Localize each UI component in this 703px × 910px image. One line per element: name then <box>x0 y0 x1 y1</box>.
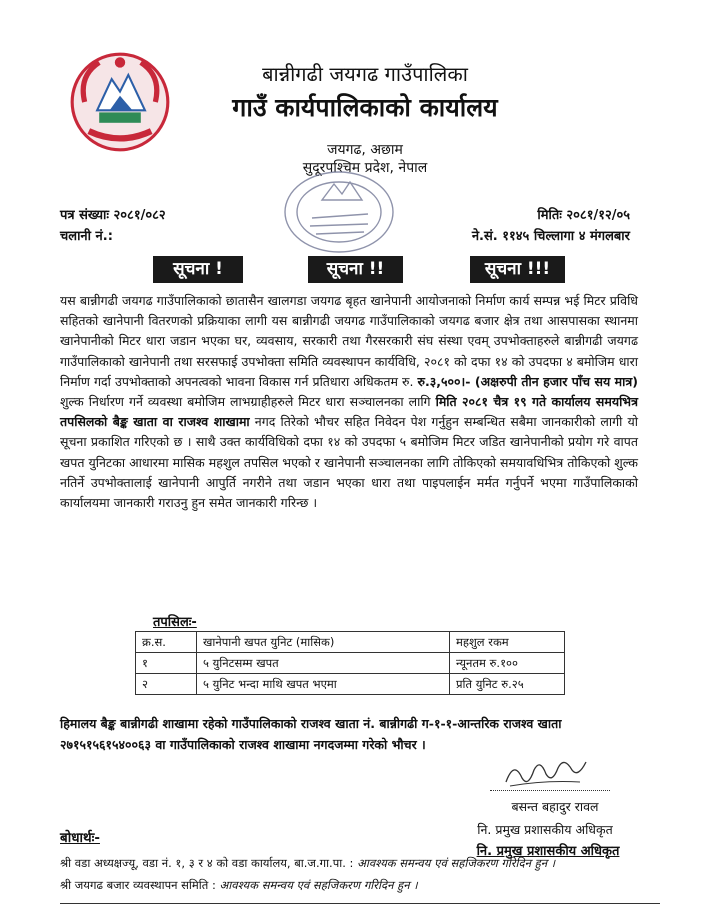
notice-body <box>60 291 638 513</box>
cc-recipient-1-note: आवश्यक समन्वय एवं सहजिकरण गरिदिन हुन । <box>357 856 556 870</box>
fee-amount: रु.३,५००।- (अक्षरुपी तीन हजार पाँच सय मात्र) <box>417 373 638 389</box>
fee-schedule-table <box>135 631 565 695</box>
cc-label: बोधार्थः- <box>60 830 100 846</box>
office-name: बान्नीगढी जयगढ गाउँपालिका <box>262 62 468 86</box>
body-part-1: यस बान्नीगढी जयगढ गाउँपालिकाको छातासैन खालगडा जयगढ बृहत खानेपानी आयोजनाको निर्माण कार्य सम्पन्न भई मिटर प्रविधि सहितको खानेपानी वितरणको प्रक्रियाका लागी यस बान्नीगढी जयगढ गाउँपालिकाको जयगढ बजार क्षेत्र तथा आसपासका स्थानमा खानेपानीको मिटर धारा जडान भएका घर, व्यवसाय, सरकारी तथा गैरसरकारी संघ संस्था एवम् उपभोक्ताहरुले बान्नीगढी जयगढ गाउँपालिकाको खानेपानी तथा सरसफाई उपभोक्ता समिति व्यवस्थापन कार्यविधि, २०८१ को दफा १४ को उपदफा ४ बमोजिम धारा निर्माण गर्दा उपभोक्ताको अपनत्वको भावना विकास गर्न प्रतिधारा अधिकतम रु. <box>60 293 638 389</box>
notice-badge-2: सूचना !! <box>308 256 403 283</box>
dispatch-number: चलानी नं.: <box>60 229 113 244</box>
signature-line <box>490 790 610 791</box>
handwritten-signature <box>500 752 590 792</box>
issue-date: मितिः २०८१/१२/०५ <box>537 208 630 223</box>
payment-deadline: मिति २०८१ चैत्र १९ गते कार्यालय समयभित्र तपसिलको बैङ्क खाता वा राजश्व शाखामा <box>60 394 638 430</box>
notice-badge-1: सूचना ! <box>153 256 243 283</box>
cell-serial: २ <box>136 674 197 695</box>
col-serial: क्र.स. <box>136 632 197 653</box>
notice-badge-3: सूचना !!! <box>470 256 565 283</box>
footer-divider <box>60 903 660 904</box>
table-row <box>136 674 565 695</box>
cc-recipient-1 <box>60 856 555 871</box>
table-header-row <box>136 632 565 653</box>
table-row <box>136 653 565 674</box>
cell-fee: न्यूनतम रु.१०० <box>450 653 565 674</box>
office-seal-stamp <box>282 170 397 254</box>
col-fee: महशुल रकम <box>450 632 565 653</box>
nepal-samvat-date: ने.सं. ११४५ चिल्लागा ४ मंगलबार <box>471 229 630 244</box>
office-title: गाउँ कार्यपालिकाको कार्यालय <box>232 93 498 122</box>
body-part-3: नगद तिरेको भौचर सहित निवेदन पेश गर्नुहुन सम्बन्धित सबैमा जानकारीको लागी यो सूचना प्रकाशित गरिएको छ । साथै उक्त कार्यविधिको दफा १४ को उपदफा ५ बमोजिम मिटर जडित खानेपानीको प्रयोग गरे वापत खपत युनिटका आधारमा मासिक महशुल तपसिल भएको र खानेपानी सञ्चालनका लागि तोकिएको समयावधिभित्र तोकिएको शुल्क नतिर्ने उपभोक्तालाई खानेपानी आपुर्ति नगरीने तथा जडान भएका धारा तथा पाइपलाईन मर्मत गर्नुपर्ने भएमा गाउँपालिकाको कार्यालयमा जानकारी गराउनु हुन समेत जानकारी गरिन्छ । <box>60 414 638 511</box>
signer-title-stamp: नि. प्रमुख प्रशासकीय अधिकृत <box>476 844 620 859</box>
signer-name: बसन्त बहादुर रावल <box>511 799 599 814</box>
nepal-government-emblem <box>68 50 172 154</box>
cc-recipient-2-name: श्री जयगढ बजार व्यवस्थापन समिति : <box>60 878 220 892</box>
cc-recipient-2-note: आवश्यक समन्वय एवं सहजिकरण गरिदिन हुन । <box>219 878 418 892</box>
body-part-2: शुल्क निर्धारण गर्ने व्यवस्था बमोजिम लाभग्राहीहरुले मिटर धारा सञ्चालनका लागि <box>60 394 436 410</box>
cell-consumption: ५ युनिट भन्दा माथि खपत भएमा <box>197 674 450 695</box>
cc-recipient-2 <box>60 878 418 893</box>
col-consumption: खानेपानी खपत युनिट (मासिक) <box>197 632 450 653</box>
schedule-label: तपसिलः- <box>153 615 197 630</box>
cell-serial: १ <box>136 653 197 674</box>
cell-consumption: ५ युनिटसम्म खपत <box>197 653 450 674</box>
office-province: सुदूरपश्चिम प्रदेश, नेपाल <box>302 160 428 176</box>
cc-recipient-1-name: श्री वडा अध्यक्षज्यू, वडा नं. १, ३ र ४ को वडा कार्यालय, बा.ज.गा.पा. : <box>60 856 358 870</box>
bank-account-notice: हिमालय बैङ्क बान्नीगढी शाखामा रहेको गाउँपालिकाको राजश्व खाता नं. बान्नीगढी ग-१-१-आन्तरिक राजश्व खाता २७१५१५६१५४००६३ वा गाउँपालिकाको राजश्व शाखामा नगदजम्मा गरेको भौचर । <box>60 716 562 752</box>
office-district: जयगढ, अछाम <box>327 142 403 158</box>
cell-fee: प्रति युनिट रु.२५ <box>450 674 565 695</box>
reference-number: पत्र संख्याः २०८१/०८२ <box>60 208 166 223</box>
signer-title: नि. प्रमुख प्रशासकीय अधिकृत <box>477 822 613 837</box>
